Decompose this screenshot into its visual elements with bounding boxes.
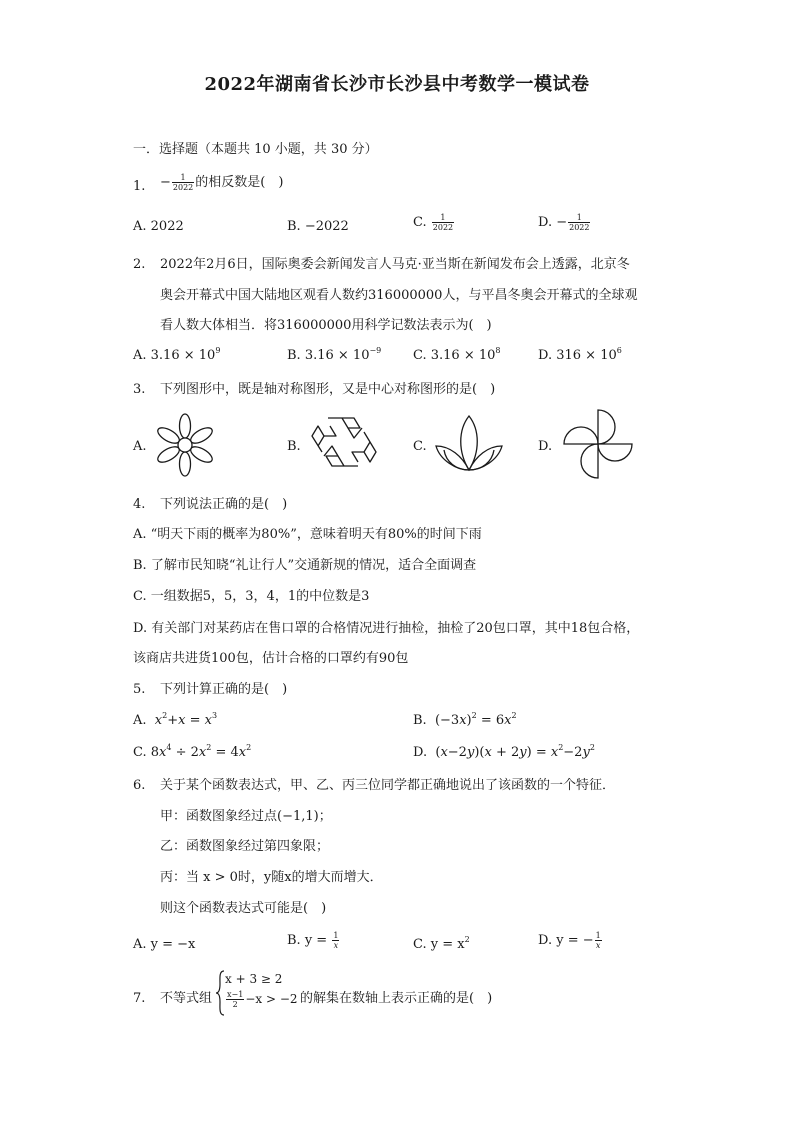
q4-option-a: A. “明天下雨的概率为80%”，意味着明天有80%的时间下雨 [133,527,482,542]
q5-option-d: D. $(x-2y)(x + 2y) = x^2-2y^2$ [413,743,595,760]
system-brace [215,970,225,1016]
q1-option-d: D. − $\frac{1}{2022}$ [538,213,590,232]
q2-number: 2. [133,257,146,272]
q7-inequality-1: x + 3 ≥ 2 [225,972,283,986]
q7-tail: 的解集在数轴上表示正确的是( ) [300,991,493,1006]
section-heading: 一．选择题（本题共 10 小题，共 30 分） [133,142,378,157]
q1-option-a: A. 2022 [133,219,184,234]
q4-number: 4. [133,497,146,512]
q3-stem: 下列图形中，既是轴对称图形，又是中心对称图形的是( ) [160,382,496,397]
pinwheel-figure [560,406,636,482]
q2-option-d: D. $316 \times 10^6$ [538,346,622,363]
q4-stem: 下列说法正确的是( ) [160,497,288,512]
q6-option-a: A. y = −x [133,937,196,952]
q2-line3: 看人数大体相当．将316000000用科学记数法表示为( ) [160,318,492,333]
q1-stem-sign: − [160,175,171,190]
q3-option-d-label: D. [538,439,553,454]
q5-stem: 下列计算正确的是( ) [160,682,288,697]
q7-lead: 不等式组 [160,991,213,1006]
q6-option-c: C. $y = x^2$ [413,935,470,952]
q6-then: 则这个函数表达式可能是( ) [160,901,327,916]
q1-stem-text: 的相反数是( ) [195,175,284,190]
q7-inequality-2: $\frac{x-1}{2}$ −x > −2 [227,990,298,1009]
q3-option-b-label: B. [287,439,301,454]
q2-option-c: C. $3.16 \times 10^8$ [413,346,501,363]
q2-option-a: A. $3.16 \times 10^9$ [133,346,221,363]
q1-stem [160,173,283,192]
q1-option-c: C. $\frac{1}{2022}$ [413,213,454,232]
q5-option-b: B. $(-3x)^2 = 6x^2$ [413,711,517,728]
q7-number: 7. [133,991,146,1006]
q2-line1: 2022年2月6日，国际奥委会新闻发言人马克·亚当斯在新闻发布会上透露，北京冬 [160,257,630,272]
q4-option-c: C. 一组数据5，5，3，4，1的中位数是3 [133,589,370,604]
q5-number: 5. [133,682,146,697]
lotus-figure [432,412,506,476]
q6-bing: 丙：当 x > 0时，y随x的增大而增大． [160,870,383,885]
q6-jia: 甲：函数图象经过点(−1,1)； [160,809,332,824]
q5-option-a: A. $x^2+x = x^3$ [133,711,218,728]
recycle-figure [308,414,380,478]
q3-number: 3. [133,382,146,397]
q1-stem-fraction: $\frac{1}{2022}$ [172,173,194,192]
q6-option-d: D. y = − $\frac{1}{x}$ [538,931,601,950]
q1-option-b: B. −2022 [287,219,349,234]
q4-option-d-line2: 该商店共进货100包，估计合格的口罩约有90包 [133,651,409,666]
q6-yi: 乙：函数图象经过第四象限； [160,839,330,854]
q4-option-b: B. 了解市民知晓“礼让行人”交通新规的情况，适合全面调查 [133,558,477,573]
q2-line2: 奥会开幕式中国大陆地区观看人数约316000000人，与平昌冬奥会开幕式的全球观 [160,288,638,303]
q2-option-b: B. $3.16 \times 10^{-9}$ [287,346,382,363]
q6-number: 6. [133,778,146,793]
flower-figure [152,412,218,478]
q3-option-a-label: A. [133,439,147,454]
page-title: 2022年湖南省长沙市长沙县中考数学一模试卷 [204,74,590,95]
q4-option-d-line1: D. 有关部门对某药店在售口罩的合格情况进行抽检，抽检了20包口罩，其中18包合格， [133,621,640,636]
q5-option-c: C. $8x^4 \div 2x^2 = 4x^2$ [133,743,252,760]
q1-number: 1. [133,179,146,194]
q3-option-c-label: C. [413,439,427,454]
q6-option-b: B. y = $\frac{1}{x}$ [287,931,339,950]
q6-stem: 关于某个函数表达式，甲、乙、丙三位同学都正确地说出了该函数的一个特征． [160,778,616,793]
